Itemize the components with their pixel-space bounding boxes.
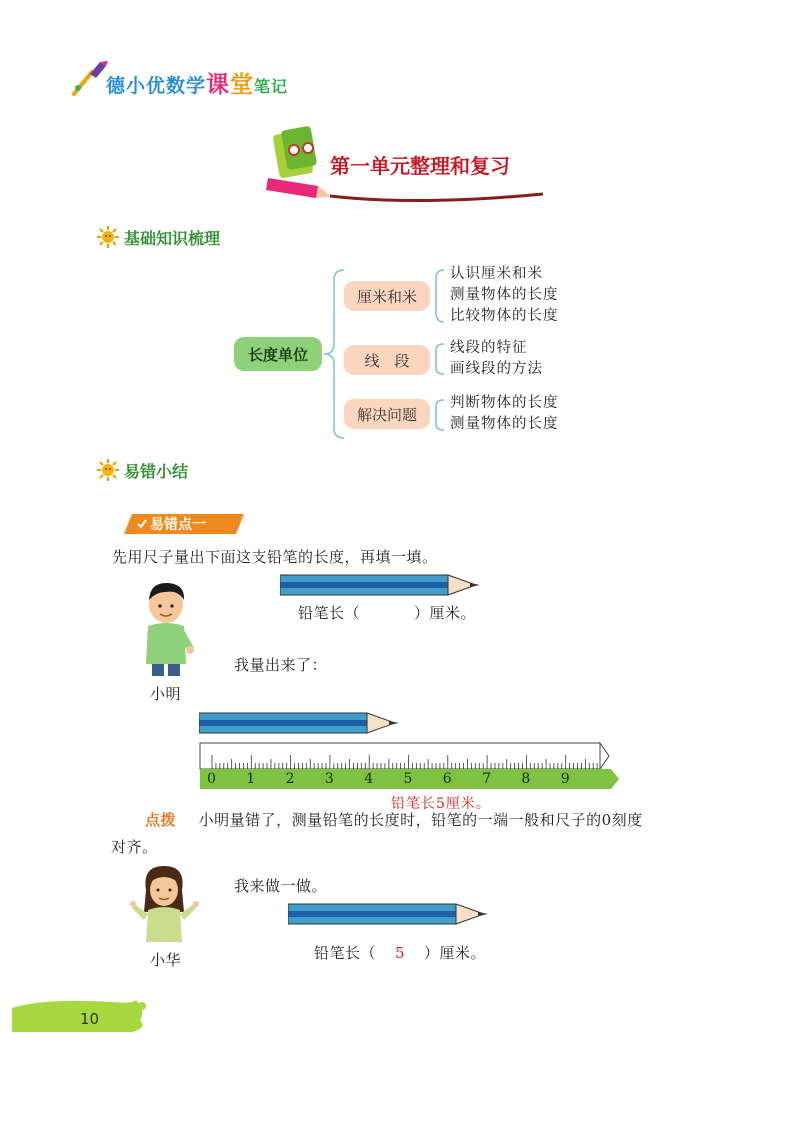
ruler-tick-label: 2 [285,771,295,787]
tip-line-1: 点拨 小明量错了，测量铅笔的长度时，铅笔的一端一般和尺子的0刻度 [145,811,643,829]
mindmap-leaf: 测量物体的长度 [450,416,559,432]
pencil-illustration [288,902,493,926]
section-heading-mistakes: 易错小结 [124,462,189,481]
xiaohua-avatar [130,860,200,946]
pencil-length-question: 铅笔长（ ）厘米。 [298,604,477,622]
wrong-answer-note: 铅笔长5厘米。 [391,796,491,812]
sun-icon [97,226,119,248]
ruler-tick-label: 9 [560,771,570,787]
question-text: 先用尺子量出下面这支铅笔的长度，再填一填。 [112,548,438,566]
xiaohua-name: 小华 [150,951,182,969]
mindmap-branch: 解决问题 [344,399,430,429]
mindmap-leaf: 画线段的方法 [450,361,543,377]
tip-label: 点拨 [145,811,177,829]
ruler-tick-label: 6 [442,771,452,787]
mindmap-branch: 厘米和米 [344,281,430,311]
unit-title: 第一单元整理和复习 [330,154,510,178]
answer-value: 5 [394,944,406,962]
mindmap-leaf: 测量物体的长度 [450,287,559,303]
paintbrush-icon [70,58,110,98]
ruler-tick-label: 0 [207,771,216,787]
check-icon [136,518,148,530]
tip-line-2: 对齐。 [111,838,158,856]
mindmap-leaf: 判断物体的长度 [450,395,559,411]
mindmap-leaf: 线段的特征 [450,340,528,356]
xiaoming-avatar [140,578,196,678]
ruler-tick-label: 8 [521,771,531,787]
ruler-tick-label: 5 [403,771,413,787]
mindmap-leaf-group [450,264,559,327]
mindmap-branch: 线 段 [344,345,430,375]
ruler [199,742,621,790]
mindmap-leaf-group [450,338,543,380]
ruler-tick-label: 1 [246,771,256,787]
ruler-tick-label: 3 [324,771,334,787]
ruler-tick-label: 4 [364,771,374,787]
xiaohua-speech: 我来做一做。 [234,877,328,895]
page-number: 10 [80,1010,100,1028]
mindmap-root: 长度单位 [234,337,322,371]
section-heading-basic: 基础知识梳理 [124,229,221,248]
mindmap-leaf-group [450,393,559,435]
sun-icon [97,459,119,481]
mindmap-leaf: 认识厘米和米 [450,266,543,282]
xiaoming-speech: 我量出来了： [234,656,328,674]
mistake-tag-label: 易错点一 [150,517,206,533]
pencil-illustration [280,573,485,597]
mindmap-leaf: 比较物体的长度 [450,308,559,324]
ruler-tick-label: 7 [482,771,492,787]
pencil-illustration [199,711,404,735]
answer-line: 铅笔长（ 5 ）厘米。 [314,944,487,962]
mistake-tag [124,512,244,536]
brand-title: 德小优数学课堂笔记 [106,72,289,98]
xiaoming-name: 小明 [150,685,182,703]
